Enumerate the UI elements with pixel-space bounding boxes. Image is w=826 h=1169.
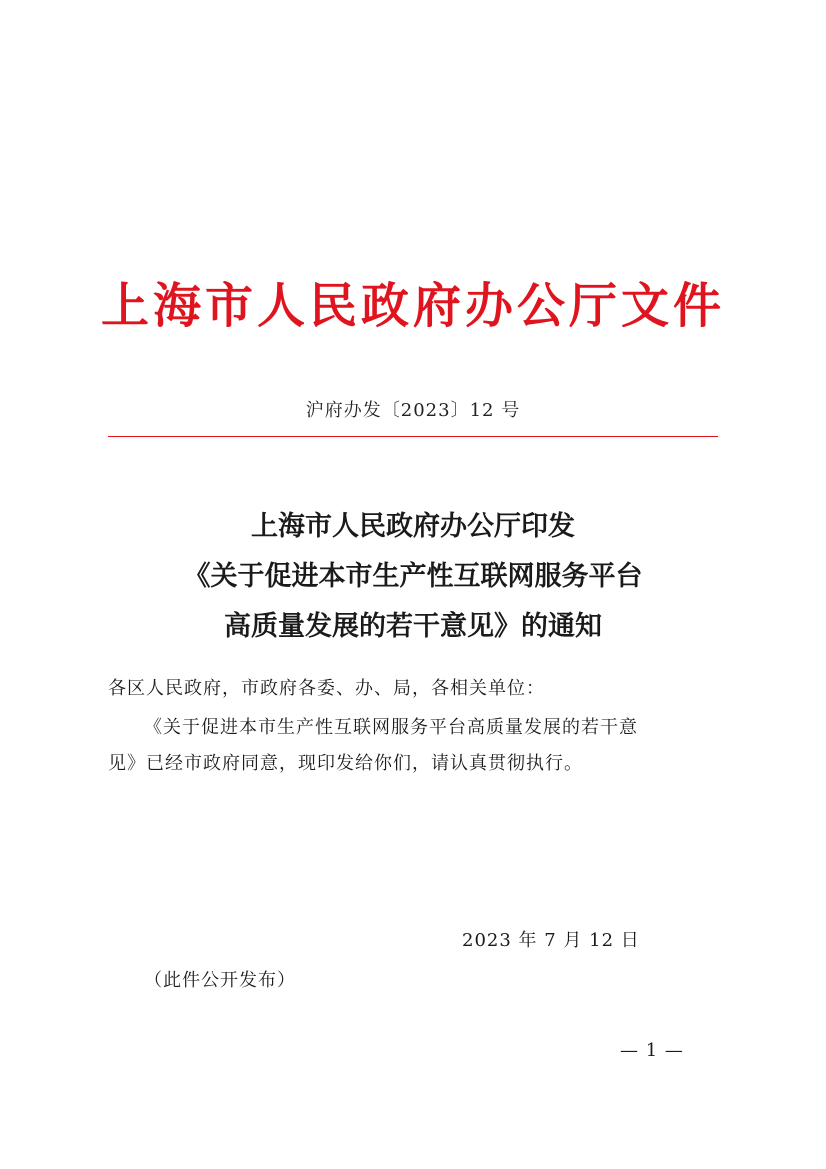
document-title [0,502,826,652]
issue-date: 2023 年 7 月 12 日 [462,930,640,951]
title-line: 高质量发展的若干意见》的通知 [224,611,602,642]
title-line: 《关于促进本市生产性互联网服务平台 [183,561,643,592]
publish-note: （此件公开发布） [144,970,296,991]
red-separator-line [108,436,718,437]
body-line: 见》已经市政府同意，现印发给你们，请认真贯彻执行。 [108,753,583,774]
title-line: 上海市人民政府办公厅印发 [251,511,575,542]
body-line: 《关于促进本市生产性互联网服务平台高质量发展的若干意 [144,717,638,738]
salutation: 各区人民政府，市政府各委、办、局，各相关单位： [108,678,545,699]
body-paragraph [108,710,718,782]
issuer-header: 上海市人民政府办公厅文件 [100,278,725,334]
page-number: — 1 — [620,1040,684,1061]
document-number: 沪府办发〔2023〕12 号 [305,400,521,421]
